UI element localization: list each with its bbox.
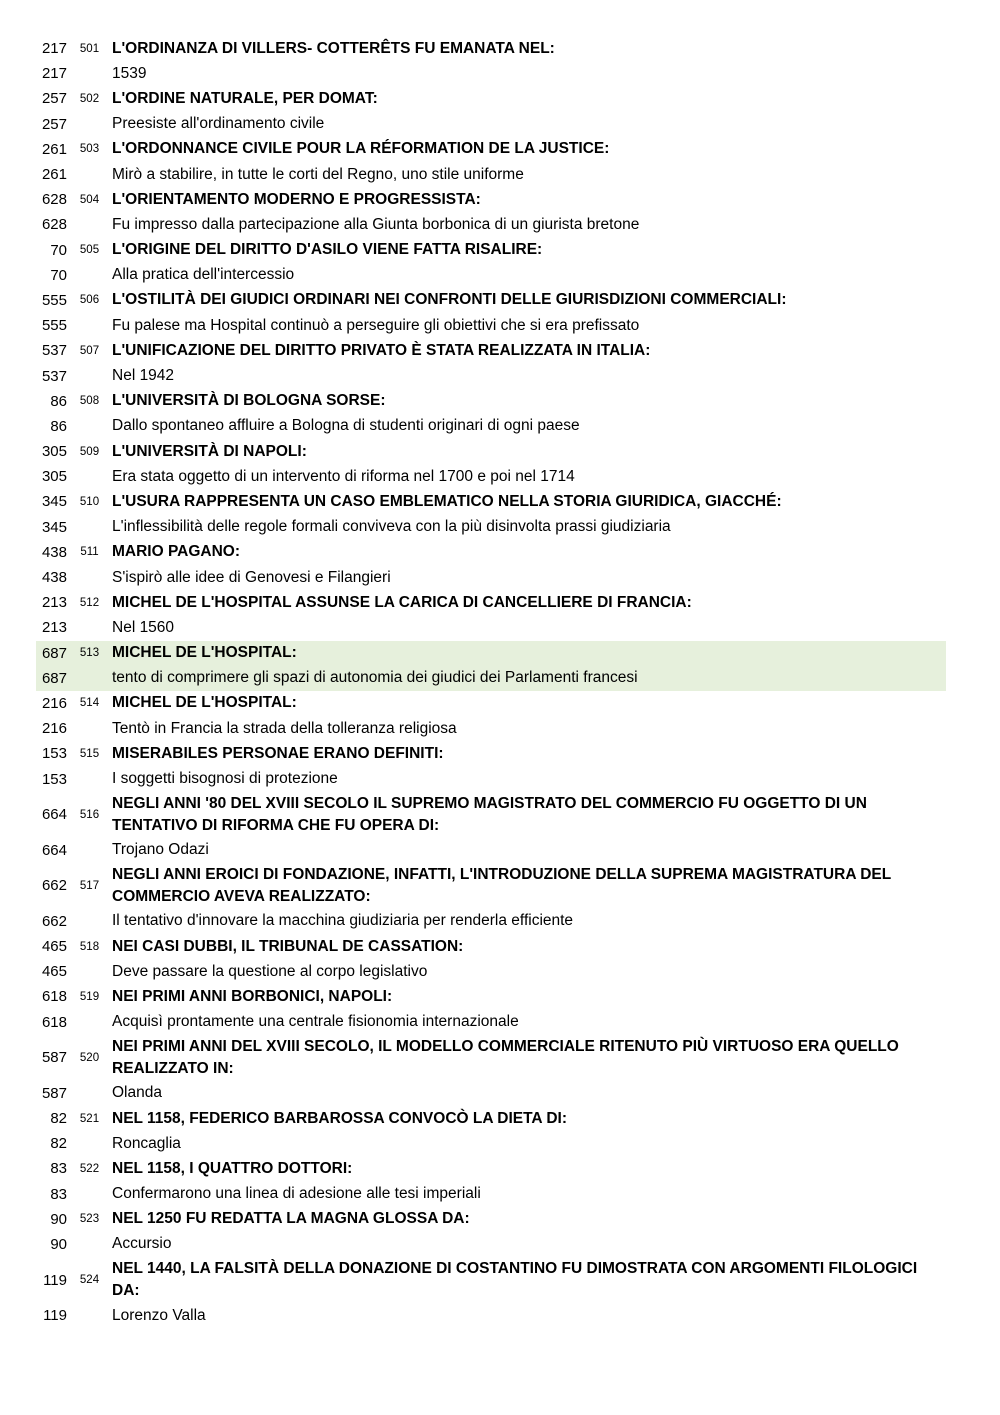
question-text: NEL 1158, FEDERICO BARBAROSSA CONVOCÒ LA DIETA DI:	[112, 1109, 568, 1127]
page-number: 213	[41, 619, 67, 637]
answer-row	[36, 1010, 946, 1035]
question-row	[36, 389, 946, 414]
page-number: 662	[41, 912, 67, 930]
page-number: 618	[41, 1013, 67, 1031]
question-row	[36, 36, 946, 61]
question-row	[36, 187, 946, 212]
page-number: 119	[43, 1271, 67, 1289]
question-text: MICHEL DE L'HOSPITAL:	[112, 694, 297, 712]
question-row	[36, 691, 946, 716]
page-number: 261	[41, 140, 67, 158]
question-number: 502	[79, 92, 100, 105]
answer-row	[36, 263, 946, 288]
page-number: 587	[41, 1049, 67, 1067]
page-number: 153	[41, 770, 67, 788]
page-number: 257	[41, 115, 67, 133]
question-row	[36, 1207, 946, 1232]
question-text: NEI CASI DUBBI, IL TRIBUNAL DE CASSATION:	[112, 937, 464, 955]
question-text: L'ORIENTAMENTO MODERNO E PROGRESSISTA:	[112, 190, 481, 208]
question-row	[36, 641, 946, 666]
answer-text: I soggetti bisognosi di protezione	[112, 770, 338, 788]
page-number: 216	[41, 694, 67, 712]
question-number: 513	[79, 647, 100, 660]
answer-row	[36, 515, 946, 540]
page-number: 465	[41, 963, 67, 981]
page-number: 438	[41, 543, 67, 561]
page-number: 537	[41, 367, 67, 385]
answer-row	[36, 615, 946, 640]
question-number: 520	[79, 1051, 100, 1064]
page-number: 216	[41, 720, 67, 738]
answer-row	[36, 61, 946, 86]
page-number: 86	[50, 392, 67, 410]
page-number: 345	[41, 493, 67, 511]
question-number: 523	[79, 1213, 100, 1226]
answer-text: 1539	[112, 64, 147, 82]
answer-row	[36, 959, 946, 984]
answer-row	[36, 464, 946, 489]
answer-row	[36, 1303, 946, 1328]
question-row	[36, 1035, 946, 1081]
page-number: 213	[41, 594, 67, 612]
answer-text: Mirò a stabilire, in tutte le corti del Regno, uno stile uniforme	[112, 165, 524, 183]
question-number: 514	[79, 697, 100, 710]
question-row	[36, 1257, 946, 1303]
answer-text: Nel 1942	[112, 367, 175, 385]
question-text: L'OSTILITÀ DEI GIUDICI ORDINARI NEI CONFRONTI DELLE GIURISDIZIONI COMMERCIALI:	[112, 291, 787, 309]
question-text: NEGLI ANNI '80 DEL XVIII SECOLO IL SUPREMO MAGISTRATO DEL COMMERCIO FU OGGETTO DI UN TENTATIVO DI RIFORMA CHE FU OPERA DI:	[112, 794, 867, 834]
answer-text: Preesiste all'ordinamento civile	[112, 115, 325, 133]
question-number: 515	[79, 747, 100, 760]
question-text: NEL 1158, I QUATTRO DOTTORI:	[112, 1159, 353, 1177]
page-number: 687	[41, 669, 67, 687]
question-number: 507	[79, 344, 100, 357]
answer-row	[36, 112, 946, 137]
answer-text: Olanda	[112, 1084, 162, 1102]
question-row	[36, 1106, 946, 1131]
question-number: 524	[79, 1274, 100, 1287]
question-row	[36, 540, 946, 565]
question-number: 518	[79, 940, 100, 953]
question-row	[36, 288, 946, 313]
answer-text: Lorenzo Valla	[112, 1306, 206, 1324]
question-row	[36, 137, 946, 162]
question-list	[36, 36, 946, 1328]
question-row	[36, 489, 946, 514]
question-text: L'USURA RAPPRESENTA UN CASO EMBLEMATICO NELLA STORIA GIURIDICA, GIACCHÉ:	[112, 492, 782, 510]
page-number: 305	[41, 468, 67, 486]
question-text: NEI PRIMI ANNI BORBONICI, NAPOLI:	[112, 987, 393, 1005]
answer-row	[36, 162, 946, 187]
page-number: 305	[41, 443, 67, 461]
question-row	[36, 439, 946, 464]
question-number: 516	[79, 808, 100, 821]
answer-text: Tentò in Francia la strada della tolleranza religiosa	[112, 719, 457, 737]
question-number: 517	[79, 879, 100, 892]
page-number: 618	[41, 988, 67, 1006]
page-number: 628	[41, 191, 67, 209]
answer-text: Dallo spontaneo affluire a Bologna di studenti originari di ogni paese	[112, 417, 580, 435]
question-text: L'ORDINE NATURALE, PER DOMAT:	[112, 89, 378, 107]
question-text: L'UNIVERSITÀ DI BOLOGNA SORSE:	[112, 392, 386, 410]
question-text: L'UNIFICAZIONE DEL DIRITTO PRIVATO È STATA REALIZZATA IN ITALIA:	[112, 341, 651, 359]
question-row	[36, 741, 946, 766]
page-number: 587	[41, 1084, 67, 1102]
page-number: 537	[41, 342, 67, 360]
page-number: 687	[41, 644, 67, 662]
answer-text: Alla pratica dell'intercessio	[112, 266, 295, 284]
answer-text: Roncaglia	[112, 1134, 181, 1152]
page-number: 261	[41, 166, 67, 184]
answer-text: Accursio	[112, 1235, 172, 1253]
answer-row	[36, 363, 946, 388]
page-number: 555	[41, 317, 67, 335]
page-number: 119	[43, 1307, 67, 1325]
question-number: 505	[79, 244, 100, 257]
question-text: L'UNIVERSITÀ DI NAPOLI:	[112, 442, 307, 460]
answer-text: L'inflessibilità delle regole formali conviveva con la più disinvolta prassi giudiziaria	[112, 518, 671, 536]
page-number: 217	[41, 40, 67, 58]
page-number: 83	[50, 1160, 67, 1178]
question-row	[36, 238, 946, 263]
answer-text: Era stata oggetto di un intervento di riforma nel 1700 e poi nel 1714	[112, 467, 575, 485]
question-text: L'ORIGINE DEL DIRITTO D'ASILO VIENE FATTA RISALIRE:	[112, 241, 543, 259]
page-number: 83	[50, 1185, 67, 1203]
question-number: 521	[79, 1112, 100, 1125]
answer-text: Acquisì prontamente una centrale fisionomia internazionale	[112, 1013, 519, 1031]
question-row	[36, 1156, 946, 1181]
page-number: 153	[41, 745, 67, 763]
page-number: 217	[41, 65, 67, 83]
question-number: 508	[79, 395, 100, 408]
question-text: NEL 1440, LA FALSITÀ DELLA DONAZIONE DI COSTANTINO FU DIMOSTRATA CON ARGOMENTI FILOLOGICI DA:	[112, 1260, 918, 1300]
question-number: 504	[79, 193, 100, 206]
question-row	[36, 86, 946, 111]
page-number: 664	[41, 806, 67, 824]
question-text: NEGLI ANNI EROICI DI FONDAZIONE, INFATTI, L'INTRODUZIONE DELLA SUPREMA MAGISTRATURA DEL COMMERCIO AVEVA REALIZZATO:	[112, 865, 891, 905]
answer-text: Confermarono una linea di adesione alle tesi imperiali	[112, 1185, 481, 1203]
answer-text: S'ispirò alle idee di Genovesi e Filangieri	[112, 568, 391, 586]
question-text: NEL 1250 FU REDATTA LA MAGNA GLOSSA DA:	[112, 1210, 470, 1228]
page-number: 257	[41, 90, 67, 108]
answer-text: Fu impresso dalla partecipazione alla Giunta borbonica di un giurista bretone	[112, 215, 640, 233]
question-number: 512	[79, 596, 100, 609]
question-row	[36, 863, 946, 909]
question-text: L'ORDINANZA DI VILLERS- COTTERÊTS FU EMANATA NEL:	[112, 39, 555, 57]
page-number: 82	[50, 1110, 67, 1128]
page-number: 90	[50, 1210, 67, 1228]
question-number: 503	[79, 143, 100, 156]
page-number: 662	[41, 877, 67, 895]
question-number: 501	[79, 42, 100, 55]
question-text: MARIO PAGANO:	[112, 543, 241, 561]
question-text: MISERABILES PERSONAE ERANO DEFINITI:	[112, 744, 444, 762]
question-number: 506	[79, 294, 100, 307]
question-number: 519	[79, 990, 100, 1003]
page-number: 70	[50, 266, 67, 284]
question-number: 509	[79, 445, 100, 458]
answer-row	[36, 909, 946, 934]
answer-text: Il tentativo d'innovare la macchina giudiziaria per renderla efficiente	[112, 912, 574, 930]
page-number: 555	[41, 291, 67, 309]
answer-row	[36, 414, 946, 439]
answer-text: Deve passare la questione al corpo legislativo	[112, 962, 428, 980]
question-text: NEI PRIMI ANNI DEL XVIII SECOLO, IL MODELLO COMMERCIALE RITENUTO PIÙ VIRTUOSO ERA QUELLO REALIZZATO IN:	[112, 1037, 899, 1077]
answer-row	[36, 1182, 946, 1207]
answer-row	[36, 766, 946, 791]
question-row	[36, 792, 946, 838]
answer-row	[36, 212, 946, 237]
question-text: L'ORDONNANCE CIVILE POUR LA RÉFORMATION DE LA JUSTICE:	[112, 140, 610, 158]
page-number: 70	[50, 241, 67, 259]
answer-row	[36, 565, 946, 590]
question-text: MICHEL DE L'HOSPITAL ASSUNSE LA CARICA DI CANCELLIERE DI FRANCIA:	[112, 593, 692, 611]
page-number: 438	[41, 569, 67, 587]
answer-row	[36, 716, 946, 741]
question-text: MICHEL DE L'HOSPITAL:	[112, 644, 297, 662]
answer-text: Trojano Odazi	[112, 841, 209, 859]
answer-text: tento di comprimere gli spazi di autonomia dei giudici dei Parlamenti francesi	[112, 669, 638, 687]
page-number: 628	[41, 216, 67, 234]
question-row	[36, 338, 946, 363]
page-number: 82	[50, 1135, 67, 1153]
question-number: 510	[79, 495, 100, 508]
answer-row	[36, 1131, 946, 1156]
page-number: 86	[50, 417, 67, 435]
answer-row	[36, 1232, 946, 1257]
answer-row	[36, 838, 946, 863]
page-number: 664	[41, 841, 67, 859]
answer-row	[36, 1081, 946, 1106]
page-number: 345	[41, 518, 67, 536]
question-row	[36, 984, 946, 1009]
question-number: 522	[79, 1162, 100, 1175]
page-number: 90	[50, 1235, 67, 1253]
answer-text: Nel 1560	[112, 618, 175, 636]
question-row	[36, 934, 946, 959]
page-number: 465	[41, 938, 67, 956]
question-row	[36, 590, 946, 615]
answer-row	[36, 313, 946, 338]
answer-text: Fu palese ma Hospital continuò a perseguire gli obiettivi che si era prefissato	[112, 316, 640, 334]
question-number: 511	[80, 546, 99, 559]
answer-row	[36, 666, 946, 691]
